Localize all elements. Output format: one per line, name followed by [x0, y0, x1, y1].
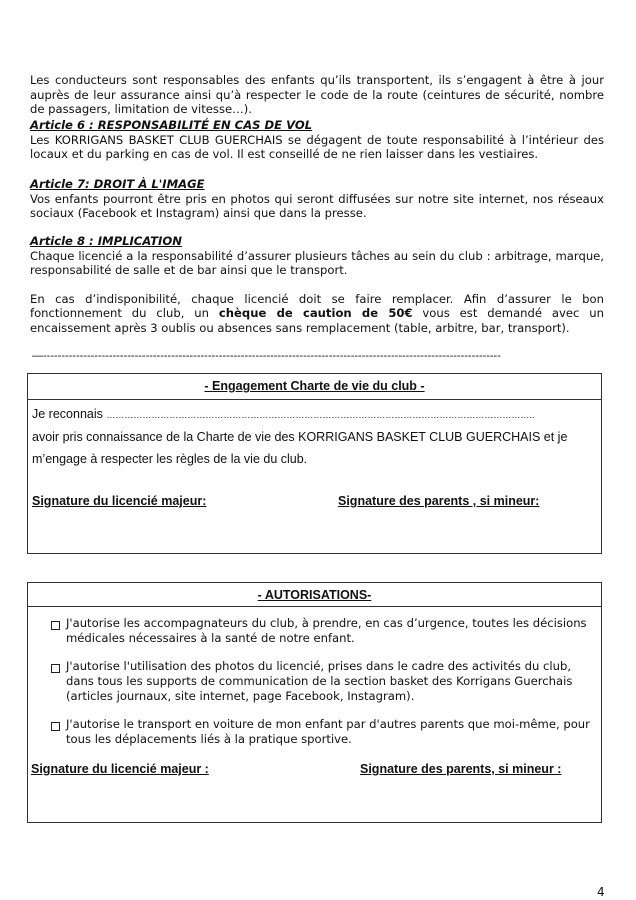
cut-separator: —----------------------------------------------------------------------------------------------------------------------------- [32, 350, 501, 362]
article-6-text: Les KORRIGANS BASKET CLUB GUERCHAIS se dégagent de toute responsabilité à l’intérieur des locaux et du parking en cas de vol. Il est conseillé de ne rien laisser dans les vestiaires. [30, 132, 604, 162]
article-8-text-2-start: En cas d’indisponibilité, chaque licencié doit se faire remplacer. Afin d’assurer le bon fonctionnement du club, un [30, 291, 604, 321]
article-7 [30, 177, 604, 221]
engagement-signature-licencie: Signature du licencié majeur: [32, 494, 207, 508]
checkbox-transport[interactable] [51, 722, 60, 731]
autorisations-title-divider [28, 606, 601, 607]
page-number: 4 [597, 885, 605, 899]
autorisation-item-urgence: J'autorise les accompagnateurs du club, à prendre, en cas d’urgence, toutes les décisions médicales nécessaires à la santé de notre enfant. [66, 616, 587, 645]
autorisation-item-photos: J'autorise l'utilisation des photos du licencié, prises dans le cadre des activités du club, dans tous les supports de communication de la section basket des Korrigans Guerchais (articles journaux, site internet, page Facebook, Instagram). [66, 659, 573, 703]
engagement-title-divider [28, 399, 601, 400]
article-6 [30, 118, 604, 162]
article-8-text-2 [30, 292, 604, 336]
autorisation-item-transport: J'autorise le transport en voiture de mon enfant par d'autres parents que moi-même, pour tous les déplacements liés à la pratique sportive. [66, 717, 590, 746]
caution-amount: chèque de caution de 50€ [218, 306, 413, 321]
article-7-title: Article 7: DROIT À L'IMAGE [30, 177, 205, 191]
article-6-title: Article 6 : RESPONSABILITÉ EN CAS DE VOL [30, 118, 313, 132]
engagement-line-3: m’engage à respecter les règles de la vie du club. [32, 452, 308, 466]
autorisations-title: - AUTORISATIONS- [257, 588, 372, 602]
article-8 [30, 234, 604, 336]
article-8-title: Article 8 : IMPLICATION [30, 234, 182, 248]
autorisations-signature-parents: Signature des parents, si mineur : [360, 762, 562, 776]
engagement-signature-parents: Signature des parents , si mineur: [338, 494, 540, 508]
engagement-box [27, 373, 602, 554]
checkbox-urgence[interactable] [51, 621, 60, 630]
engagement-line-1 [32, 403, 534, 426]
autorisations-signature-licencie: Signature du licencié majeur : [31, 762, 209, 776]
intro-paragraph: Les conducteurs sont responsables des enfants qu’ils transportent, ils s’engagent à être à jour auprès de leur assurance ainsi qu’à respecter le code de la route (ceintures de sécurité, nombre de passagers, limitation de vitesse…). [30, 73, 604, 117]
article-8-text-1: Chaque licencié a la responsabilité d’assurer plusieurs tâches au sein du club : arbitrage, marque, responsabilité de salle et de bar ainsi que le transport. [30, 248, 604, 278]
engagement-title: - Engagement Charte de vie du club - [204, 379, 425, 393]
article-8-text-2-end: vous est demandé avec un encaissement après 3 oublis ou absences sans remplacement (table, arbitre, bar, transport). [30, 306, 604, 335]
engagement-line-1-label: Je reconnais [32, 407, 103, 421]
name-fill-dots[interactable]: …………………………………………………………………………………………………………………………….. [106, 410, 535, 420]
engagement-line-2: avoir pris connaissance de la Charte de vie des KORRIGANS BASKET CLUB GUERCHAIS et je [32, 430, 568, 444]
checkbox-photos[interactable] [51, 664, 60, 673]
article-7-text: Vos enfants pourront être pris en photos qui seront diffusées sur notre site internet, nos réseaux sociaux (Facebook et Instagram) ainsi que dans la presse. [30, 191, 604, 221]
